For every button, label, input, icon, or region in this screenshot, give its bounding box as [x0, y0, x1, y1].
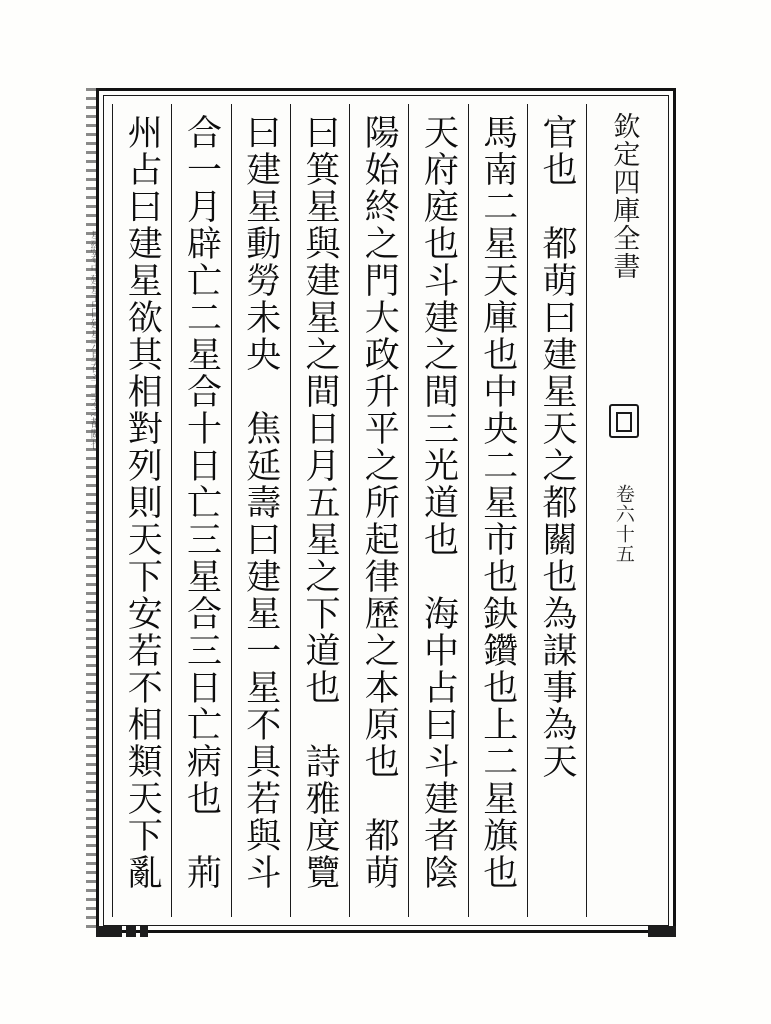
text-column — [349, 104, 408, 917]
page-frame-inner-rule — [103, 95, 669, 926]
text-columns — [112, 104, 660, 917]
binding-mark — [648, 926, 676, 937]
seal-icon — [609, 404, 639, 438]
binding-mark — [126, 926, 136, 937]
column-text: 官也 都萌曰建星天之都關也為謀事為天 — [536, 114, 577, 780]
text-column — [171, 104, 230, 917]
column-text: 曰建星動勞未央 焦延壽曰建星一星不具若與斗 — [240, 114, 281, 891]
text-column — [468, 104, 527, 917]
binding-mark — [140, 926, 148, 937]
page-frame — [96, 88, 676, 933]
text-column — [408, 104, 467, 917]
column-text: 曰箕星與建星之間日月五星之下道也 詩雅度覽 — [299, 114, 340, 891]
binding-mark — [96, 926, 122, 937]
text-column — [231, 104, 290, 917]
binding-bottom-marks — [96, 926, 676, 940]
text-column — [527, 104, 586, 917]
column-text: 天府庭也斗建之間三光道也 海中占曰斗建者陰 — [418, 114, 459, 891]
column-text: 陽始終之門大政升平之所起律歷之本原也 都萌 — [359, 114, 400, 891]
book-title: 欽定四庫全書 — [608, 112, 640, 280]
column-text: 州占曰建星欲其相對列則天下安若不相類天下亂 — [122, 114, 163, 891]
column-text: 合一月辟亡二星合十日亡三星合三日亡病也 荊 — [181, 114, 222, 891]
volume-label: 卷六十五 — [612, 484, 635, 564]
text-column — [290, 104, 349, 917]
column-text: 馬南二星天庫也中央二星市也鈌鑽也上二星旗也 — [477, 114, 518, 891]
header-column — [586, 104, 660, 917]
text-column — [112, 104, 171, 917]
